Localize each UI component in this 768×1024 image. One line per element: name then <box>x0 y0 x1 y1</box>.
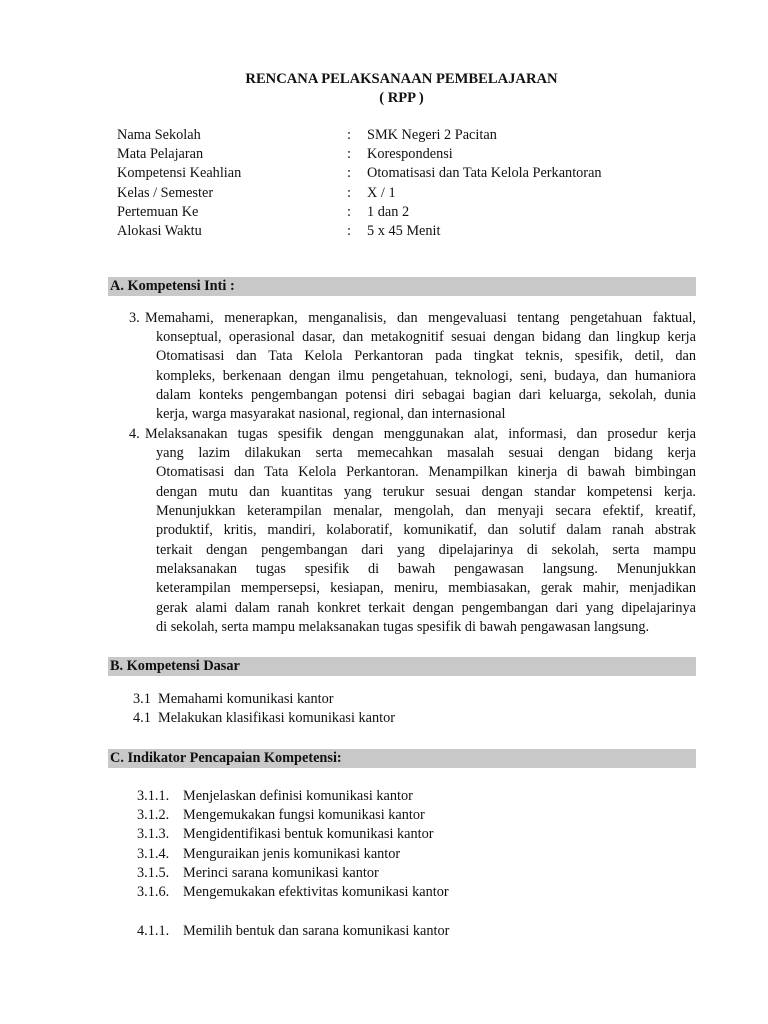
section-a-heading: A. Kompetensi Inti : <box>108 277 696 296</box>
ki-line: melaksanakan tugas spesifik di bawah pengawasan langsung. Menunjukkan <box>156 561 696 577</box>
identity-label: Pertemuan Ke <box>117 204 199 220</box>
ki-line: dengan mutu dan kuantitas yang terukur sesuai dengan standar kompetensi kerja. <box>156 484 696 500</box>
ki-line: produktif, kritis, mandiri, kolaboratif, komunikatif, dan solutif dalam ranah abstrak <box>156 522 696 538</box>
ki-number: 4. <box>129 426 140 442</box>
identity-separator: : <box>347 204 351 220</box>
identity-separator: : <box>347 127 351 143</box>
identity-value: 1 dan 2 <box>367 204 410 220</box>
indicator-code: 3.1.2. <box>137 807 170 823</box>
ki-line: di sekolah, serta mampu melaksanakan tugas spesifik di bawah pengawasan langsung. <box>156 619 650 635</box>
indicator-text: Memilih bentuk dan sarana komunikasi kantor <box>183 923 450 939</box>
kd-text: Memahami komunikasi kantor <box>158 691 334 707</box>
identity-value: 5 x 45 Menit <box>367 223 441 239</box>
identity-value: X / 1 <box>367 185 396 201</box>
identity-separator: : <box>347 223 351 239</box>
identity-separator: : <box>347 185 351 201</box>
ki-line: Otomatisasi dan Tata Kelola Perkantoran pada tingkat teknis, spesifik, detil, dan <box>156 348 696 364</box>
indicator-code: 3.1.3. <box>137 826 170 842</box>
identity-separator: : <box>347 146 351 162</box>
ki-line: gerak alami dalam ranah konkret terkait dengan pengembangan dari yang dipelajarinya <box>156 600 696 616</box>
identity-separator: : <box>347 165 351 181</box>
ki-line: Melaksanakan tugas spesifik dengan menggunakan alat, informasi, dan prosedur kerja <box>145 426 696 442</box>
document-title: RENCANA PELAKSANAAN PEMBELAJARAN <box>245 71 558 87</box>
identity-label: Kelas / Semester <box>117 185 214 201</box>
ki-line: yang lazim dilakukan serta memecahkan masalah sesuai dengan bidang kerja <box>156 445 696 461</box>
ki-line: terkait dengan pengembangan dari yang dipelajarinya di sekolah, serta mampu <box>156 542 696 558</box>
section-c-heading: C. Indikator Pencapaian Kompetensi: <box>108 749 696 768</box>
ki-line: Menunjukkan keterampilan menalar, mengolah, dan menyaji secara efektif, kreatif, <box>156 503 696 519</box>
indicator-text: Mengemukakan efektivitas komunikasi kantor <box>183 884 449 900</box>
ki-line: dalam konteks pengembangan potensi diri sebagai bagian dari keluarga, sekolah, dunia <box>156 387 696 403</box>
ki-line: kerja, warga masyarakat nasional, regional, dan internasional <box>156 406 506 422</box>
indicator-text: Mengemukakan fungsi komunikasi kantor <box>183 807 425 823</box>
ki-line: Memahami, menerapkan, menganalisis, dan mengevaluasi tentang pengetahuan faktual, <box>145 310 696 326</box>
indicator-text: Menguraikan jenis komunikasi kantor <box>183 846 401 862</box>
ki-line: Otomatisasi dan Tata Kelola Perkantoran. Menampilkan kinerja di bawah bimbingan <box>156 464 696 480</box>
identity-label: Nama Sekolah <box>117 127 201 143</box>
indicator-text: Mengidentifikasi bentuk komunikasi kantor <box>183 826 434 842</box>
indicator-code: 4.1.1. <box>137 923 170 939</box>
kd-code: 3.1 <box>133 691 151 707</box>
indicator-code: 3.1.6. <box>137 884 170 900</box>
identity-label: Alokasi Waktu <box>117 223 202 239</box>
kd-text: Melakukan klasifikasi komunikasi kantor <box>158 710 396 726</box>
identity-label: Mata Pelajaran <box>117 146 204 162</box>
ki-number: 3. <box>129 310 140 326</box>
kd-code: 4.1 <box>133 710 151 726</box>
identity-value: SMK Negeri 2 Pacitan <box>367 127 497 143</box>
identity-value: Otomatisasi dan Tata Kelola Perkantoran <box>367 165 602 181</box>
document-subtitle: ( RPP ) <box>379 90 424 106</box>
indicator-code: 3.1.1. <box>137 788 170 804</box>
ki-line: kompleks, berkenaan dengan ilmu pengetahuan, teknologi, seni, budaya, dan humaniora <box>156 368 696 384</box>
indicator-code: 3.1.5. <box>137 865 170 881</box>
ki-line: keterampilan mempersepsi, kesiapan, meniru, membiasakan, gerak mahir, menjadikan <box>156 580 696 596</box>
indicator-code: 3.1.4. <box>137 846 170 862</box>
indicator-text: Merinci sarana komunikasi kantor <box>183 865 379 881</box>
identity-label: Kompetensi Keahlian <box>117 165 242 181</box>
identity-value: Korespondensi <box>367 146 453 162</box>
ki-line: konseptual, operasional dasar, dan metakognitif sesuai dengan bidang dan lingkup kerja <box>156 329 696 345</box>
section-b-heading: B. Kompetensi Dasar <box>108 657 696 676</box>
indicator-text: Menjelaskan definisi komunikasi kantor <box>183 788 413 804</box>
